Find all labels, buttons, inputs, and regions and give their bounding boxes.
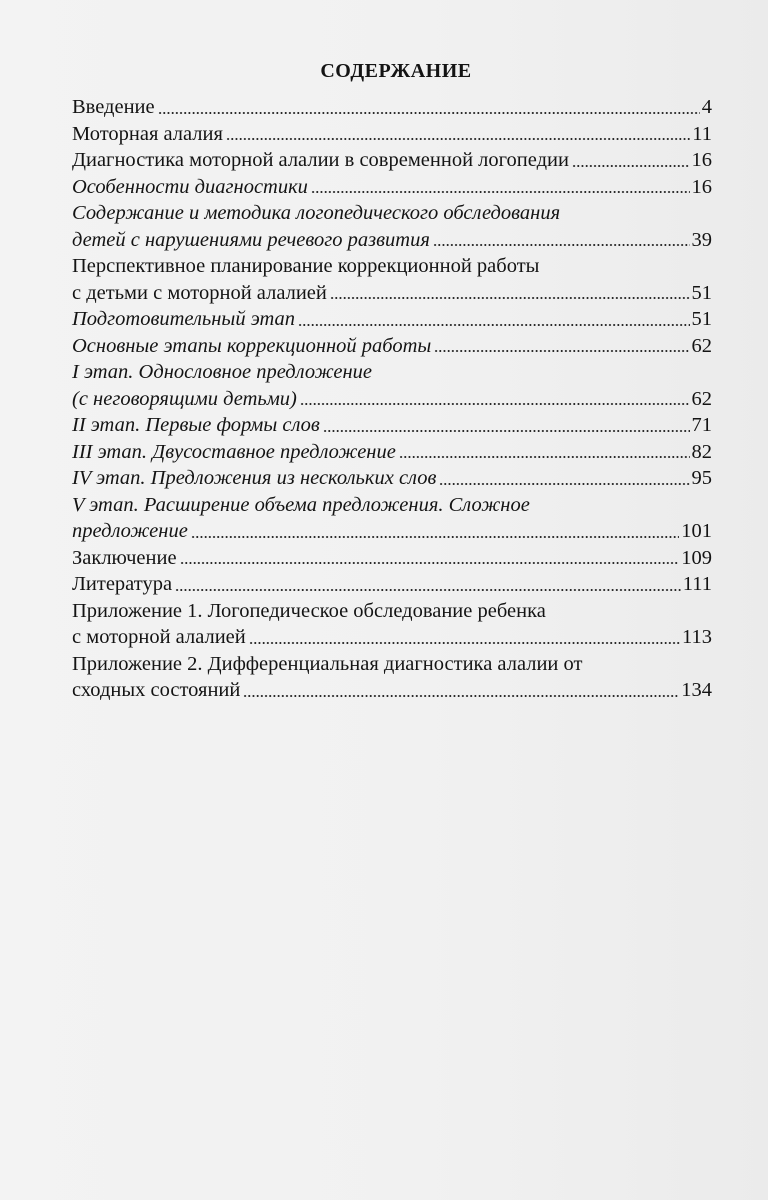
toc-entry-text-line1: Приложение 1. Логопедическое обследование ребенка (72, 599, 546, 622)
toc-page-number: 113 (682, 626, 712, 648)
toc-entry-stage-3 (72, 439, 712, 466)
toc-entry-text-line1: Приложение 2. Дифференциальная диагностика алалии от (72, 652, 583, 675)
dot-leader (433, 243, 690, 247)
toc-page-number: 62 (691, 387, 712, 410)
dot-leader (323, 429, 690, 433)
toc-page-number: 51 (691, 308, 712, 330)
toc-entry-text: с детьми с моторной алалией (72, 281, 327, 304)
toc-entry-text: Особенности диагностики (72, 175, 308, 198)
toc-page-number: 71 (691, 414, 712, 436)
toc-entry-literature (72, 571, 712, 598)
toc-title: СОДЕРЖАНИЕ (320, 60, 472, 82)
dot-leader (434, 349, 689, 353)
toc-entry-text: сходных состояний (72, 679, 241, 701)
toc-page-number: 16 (691, 175, 712, 198)
toc-entry-introduction (72, 94, 712, 121)
toc-entry-text-line1: I этап. Однословное предложение (72, 361, 373, 383)
dot-leader (572, 164, 690, 168)
toc-entry-text-line1: Перспективное планирование коррекционной работы (72, 255, 540, 277)
toc-entry-examination-methods (72, 200, 712, 253)
toc-page-number: 134 (681, 679, 712, 701)
toc-entry-text: Заключение (72, 546, 177, 569)
toc-entry-preparatory-stage (72, 306, 712, 333)
toc-entry-stage-1 (72, 359, 712, 412)
dot-leader (175, 588, 681, 592)
toc-entry-text: предложение (72, 520, 188, 542)
toc-page-number: 16 (691, 149, 712, 171)
toc-entry-diagnostics (72, 147, 712, 174)
toc-page-number: 11 (692, 122, 712, 145)
dot-leader (439, 482, 689, 486)
dot-leader (191, 535, 679, 539)
toc-page-number: 39 (691, 228, 712, 251)
toc-page-number: 62 (691, 334, 712, 357)
toc-entry-main-stages (72, 333, 712, 360)
dot-leader (158, 111, 700, 115)
toc-entry-text: (с неговорящими детьми) (72, 387, 297, 410)
dot-leader (311, 190, 690, 194)
toc-entry-text: II этап. Первые формы слов (72, 414, 320, 436)
toc-page-number: 95 (691, 467, 712, 489)
dot-leader (330, 296, 690, 300)
dot-leader (243, 694, 679, 698)
table-of-contents (72, 58, 712, 704)
dot-leader (300, 402, 690, 406)
toc-entry-text: III этап. Двусоставное предложение (72, 440, 396, 463)
toc-entry-stage-2 (72, 412, 712, 439)
toc-entry-diagnostic-features (72, 174, 712, 201)
toc-entry-text: IV этап. Предложения из нескольких слов (72, 467, 437, 489)
toc-entry-text: Литература (72, 573, 173, 595)
toc-page-number: 51 (691, 281, 712, 304)
dot-leader (249, 641, 680, 645)
toc-page-number: 111 (682, 573, 712, 595)
toc-entry-stage-5 (72, 492, 712, 545)
toc-entry-conclusion (72, 545, 712, 572)
toc-entry-text: Моторная алалия (72, 122, 223, 145)
toc-entry-stage-4 (72, 465, 712, 492)
toc-page-number: 4 (701, 96, 712, 118)
toc-entry-text: Диагностика моторной алалии в современной логопедии (72, 149, 569, 171)
toc-entry-appendix-1 (72, 598, 712, 651)
toc-entry-appendix-2 (72, 651, 712, 704)
toc-page-number: 101 (681, 520, 712, 542)
toc-page-number: 109 (681, 546, 712, 569)
toc-entry-text-line1: Содержание и методика логопедического обследования (72, 202, 561, 224)
dot-leader (399, 455, 690, 459)
toc-page-number: 82 (691, 440, 712, 463)
toc-entry-text-line1: V этап. Расширение объема предложения. Сложное (72, 493, 530, 516)
toc-entry-text: детей с нарушениями речевого развития (72, 228, 430, 251)
toc-entry-text: Введение (72, 96, 155, 118)
dot-leader (180, 561, 680, 565)
toc-entry-text: с моторной алалией (72, 626, 246, 648)
toc-entry-text: Подготовительный этап (72, 308, 296, 330)
dot-leader (226, 137, 690, 141)
toc-entry-motor-alalia (72, 121, 712, 148)
dot-leader (298, 323, 689, 327)
toc-entry-planning (72, 253, 712, 306)
toc-entry-text: Основные этапы коррекционной работы (72, 334, 432, 357)
